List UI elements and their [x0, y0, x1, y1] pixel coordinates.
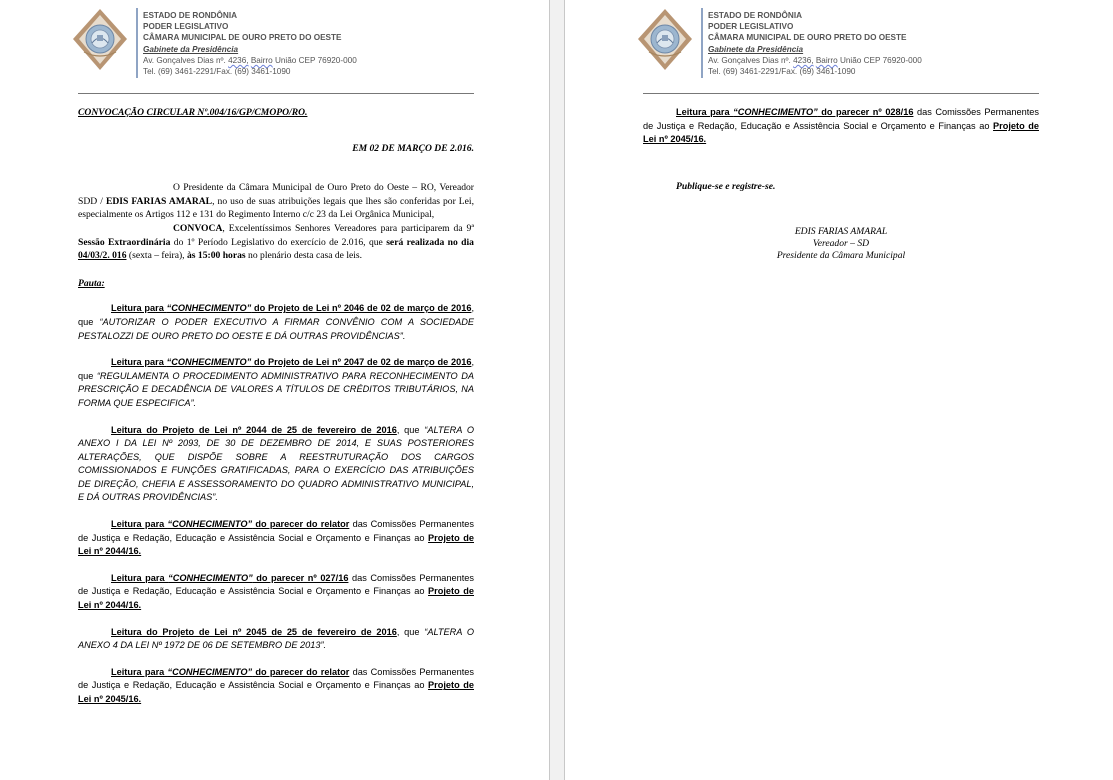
agenda-item: Leitura para “CONHECIMENTO” do parecer do relator das Comissões Permanentes de Justiça e Redação, Educação e Assistência Social e Orçamento e Finanças ao Projeto de Lei nº 2044/16.: [78, 519, 474, 557]
letterhead-text: [143, 10, 357, 77]
phone: Tel. (69) 3461-2291/Fax. (69) 3461-1090: [708, 67, 856, 77]
office-name: Gabinete da Presidência: [143, 44, 239, 54]
signer-name: EDIS FARIAS AMARAL: [794, 226, 888, 238]
agenda-item: Leitura do Projeto de Lei nº 2044 de 25 de fevereiro de 2016, que “ALTERA O ANEXO I DA LEI Nº 2093, DE 30 DE DEZEMBRO DE 2014, E SUAS POSTERIORES ALTERAÇÕES, QUE DISPÕE SOBRE A REESTRUTURAÇÃO DOS CARGOS COMISSIONADOS E FUNÇÕES GRATIFICADAS, PARA O EXERCÍCIO DAS ATRIBUIÇÕES DE DIREÇÃO, CHEFIA E ASSESSORAMENTO DO QUADRO ADMINISTRATIVO MUNICIPAL, E DÁ OUTRAS PROVIDÊNCIAS”.: [78, 424, 474, 503]
document-body: [643, 106, 1039, 262]
office-name: Gabinete da Presidência: [708, 44, 804, 54]
signature-block: [643, 226, 1039, 262]
address: Av. Gonçalves Dias nº. 4236, Bairro União CEP 76920-000: [708, 55, 922, 65]
state-name: ESTADO DE RONDÔNIA: [143, 11, 238, 20]
agenda-item: Leitura para “CONHECIMENTO” do parecer do relator das Comissões Permanentes de Justiça e Redação, Educação e Assistência Social e Orçamento e Finanças ao Projeto de Lei nº 2045/16.: [78, 666, 474, 704]
address: Av. Gonçalves Dias nº. 4236, Bairro União CEP 76920-000: [143, 55, 357, 65]
agenda-item: Leitura do Projeto de Lei nº 2045 de 25 de fevereiro de 2016, que “ALTERA O ANEXO 4 DA LEI Nº 1972 DE 06 DE SETEMBRO DE 2013”.: [78, 626, 474, 651]
state-name: ESTADO DE RONDÔNIA: [708, 11, 803, 20]
agenda-item: Leitura para “CONHECIMENTO” do parecer nº 028/16 das Comissões Permanentes de Justiça e Redação, Educação e Assistência Social e Orçamento e Finanças ao Projeto de Lei nº 2045/16.: [643, 107, 1039, 145]
council-name: CÂMARA MUNICIPAL DE OURO PRETO DO OESTE: [143, 33, 342, 43]
signer-role: Vereador – SD: [812, 238, 870, 250]
council-name: CÂMARA MUNICIPAL DE OURO PRETO DO OESTE: [708, 33, 907, 43]
page-edge: [549, 0, 550, 780]
convoca-paragraph: CONVOCA, Excelentíssimos Senhores Vereadores para participarem da 9ª Sessão Extraordinária do 1º Período Legislativo do exercício de 2.016, que será realizada no dia 04/03/2. 016 (sexta – feira), às 15:00 horas no plenário desta casa de leis.: [78, 222, 474, 262]
letterhead: [635, 6, 1055, 80]
agenda-item: Leitura para “CONHECIMENTO” do Projeto de Lei nº 2047 de 02 de março de 2016, que “REGULAMENTA O PROCEDIMENTO ADMINISTRATIVO PARA RECONHECIMENTO DA PRESCRIÇÃO E DECADÊNCIA DE VALORES A TÍTULOS DE CRÉDITOS TRIBUTÁRIOS, NA FORMA QUE ESPECIFICA”.: [78, 357, 474, 408]
signer-title: Presidente da Câmara Municipal: [776, 250, 906, 262]
phone: Tel. (69) 3461-2291/Fax. (69) 3461-1090: [143, 67, 291, 77]
document-page-2: [565, 0, 1113, 780]
agenda-item: Leitura para “CONHECIMENTO” do parecer nº 027/16 das Comissões Permanentes de Justiça e Redação, Educação e Assistência Social e Orçamento e Finanças ao Projeto de Lei nº 2044/16.: [78, 572, 474, 611]
council-seal-logo: [70, 6, 130, 76]
letterhead-divider: [136, 8, 138, 78]
letterhead-divider: [701, 8, 703, 78]
header-rule: [78, 93, 474, 94]
branch-name: PODER LEGISLATIVO: [143, 22, 229, 32]
intro-paragraph: O Presidente da Câmara Municipal de Ouro Preto do Oeste – RO, Vereador SDD / EDIS FARIAS AMARAL, no uso de suas atribuições legais que lhes são conferidas por Lei, especialmente os Artigos 112 e 131 do Regimento Interno c/c 23 da Lei Orgânica Municipal,: [78, 182, 474, 221]
council-seal-logo: [635, 6, 695, 76]
branch-name: PODER LEGISLATIVO: [708, 22, 794, 32]
document-body: [78, 106, 474, 707]
page-gutter: [549, 0, 565, 780]
convocation-date: EM 02 DE MARÇO DE 2.016.: [352, 142, 474, 154]
letterhead-text: [708, 10, 922, 77]
publication-note: Publique-se e registre-se.: [676, 180, 776, 192]
convocation-title: CONVOCAÇÃO CIRCULAR Nº.004/16/GP/CMOPO/RO.: [78, 107, 308, 118]
letterhead: [70, 6, 490, 80]
header-rule: [643, 93, 1039, 94]
document-page-1: [0, 0, 549, 780]
agenda-heading: Pauta:: [78, 277, 105, 289]
agenda-item: Leitura para “CONHECIMENTO” do Projeto de Lei nº 2046 de 02 de março de 2016, que “AUTORIZAR O PODER EXECUTIVO A FIRMAR CONVÊNIO COM A SOCIEDADE PESTALOZZI DE OURO PRETO DO OESTE E DÁ OUTRAS PROVIDÊNCIAS”.: [78, 303, 474, 341]
